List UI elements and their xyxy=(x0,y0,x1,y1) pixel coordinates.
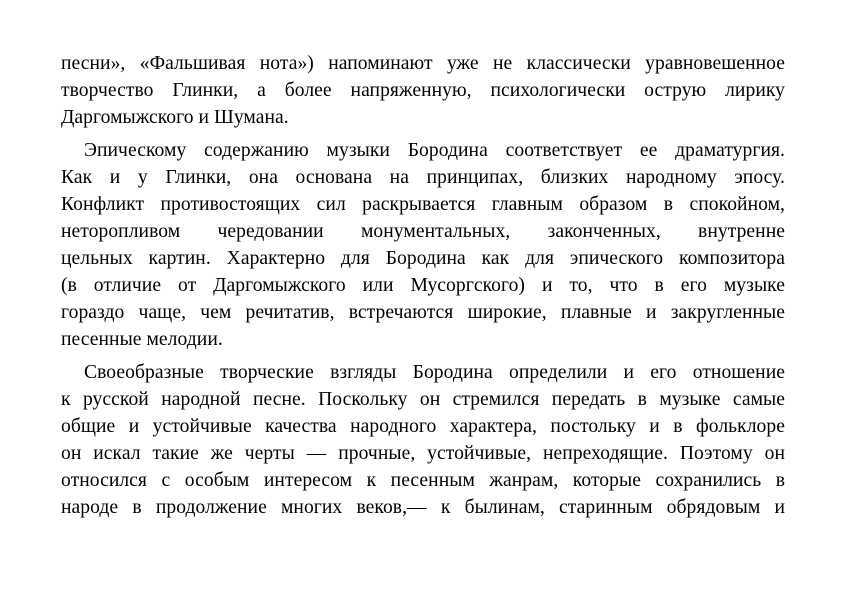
text-line: он искал такие же черты — прочные, устойчивые, непреходящие. Поэтому он xyxy=(61,443,785,464)
text-line: к русской народной песне. Поскольку он стремился передать в музыке самые xyxy=(61,389,785,410)
paragraph-1 xyxy=(61,50,785,131)
text-line: Эпическому содержанию музыки Бородина соответствует ее драматургия. xyxy=(84,140,785,161)
text-line: неторопливом чередовании монументальных, законченных, внутренне xyxy=(61,221,785,242)
text-line: общие и устойчивые качества народного характера, постольку и в фольклоре xyxy=(61,416,785,437)
text-line: Даргомыжского и Шумана. xyxy=(61,107,289,128)
text-line: гораздо чаще, чем речитатив, встречаются широкие, плавные и закругленные xyxy=(61,302,785,323)
text-line: народе в продолжение многих веков,— к былинам, старинным обрядовым и xyxy=(61,497,785,518)
text-line: относился с особым интересом к песенным жанрам, которые сохранились в xyxy=(61,470,785,491)
text-line: творчество Глинки, а более напряженную, психологически острую лирику xyxy=(61,80,785,101)
text-line: Как и у Глинки, она основана на принципах, близких народному эпосу. xyxy=(61,167,785,188)
paragraph-3 xyxy=(61,359,785,521)
text-line: Конфликт противостоящих сил раскрывается главным образом в спокойном, xyxy=(61,194,785,215)
text-line: цельных картин. Характерно для Бородина как для эпического композитора xyxy=(61,248,785,269)
text-line: (в отличие от Даргомыжского или Мусоргского) и то, что в его музыке xyxy=(61,275,785,296)
text-line: песенные мелодии. xyxy=(61,329,223,350)
text-line: Своеобразные творческие взгляды Бородина определили и его отношение xyxy=(84,362,785,383)
paragraph-2 xyxy=(61,137,785,353)
document-page xyxy=(61,50,785,521)
text-line: песни», «Фальшивая нота») напоминают уже не классически уравновешенное xyxy=(61,53,785,74)
